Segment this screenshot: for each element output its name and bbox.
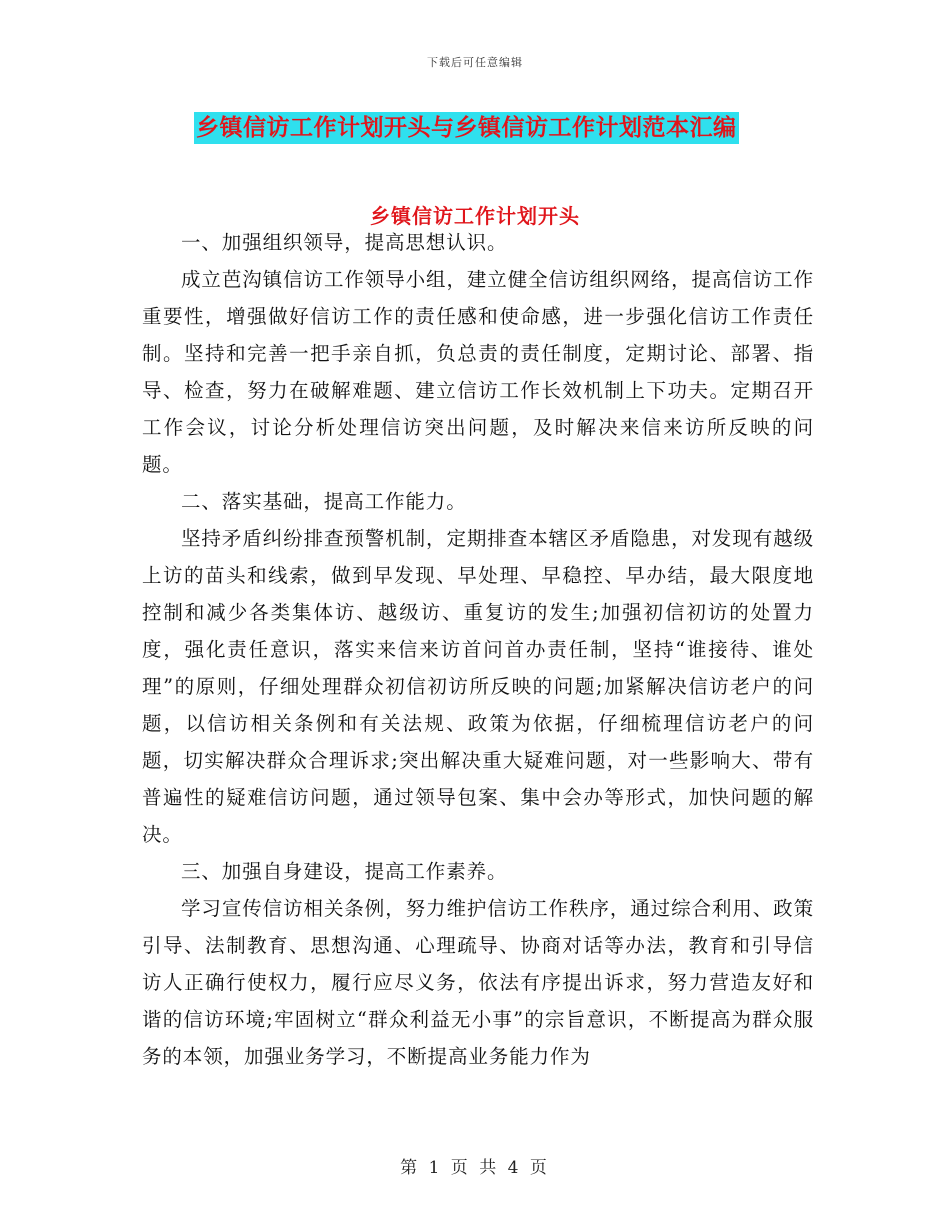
page-indicator: 第 1 页 共 4 页	[400, 1158, 550, 1178]
document-body	[142, 224, 814, 1075]
header-note: 下载后可任意编辑	[427, 56, 523, 69]
heading-paragraph-3: 三、加强自身建设，提高工作素养。	[181, 860, 508, 883]
document-title: 乡镇信访工作计划开头与乡镇信访工作计划范本汇编	[194, 112, 739, 144]
body-paragraph-1: 成立芭沟镇信访工作领导小组，建立健全信访组织网络，提高信访工作重要性，增强做好信访工作的责任感和使命感，进一步强化信访工作责任制。坚持和完善一把手亲自抓，负总责的责任制度，定期讨论、部署、指导、检查，努力在破解难题、建立信访工作长效机制上下功夫。定期召开工作会议，讨论分析处理信访突出问题，及时解决来信来访所反映的问题。	[142, 268, 814, 476]
heading-paragraph-2: 二、落实基础，提高工作能力。	[181, 490, 467, 513]
heading-paragraph-1: 一、加强组织领导，提高思想认识。	[181, 231, 508, 254]
body-paragraph-2: 坚持矛盾纠纷排查预警机制，定期排查本辖区矛盾隐患，对发现有越级上访的苗头和线索，做到早发现、早处理、早稳控、早办结，最大限度地控制和减少各类集体访、越级访、重复访的发生;加强初信初访的处置力度，强化责任意识，落实来信来访首问首办责任制，坚持“谁接待、谁处理”的原则，仔细处理群众初信初访所反映的问题;加紧解决信访老户的问题，以信访相关条例和有关法规、政策为依据，仔细梳理信访老户的问题，切实解决群众合理诉求;突出解决重大疑难问题，对一些影响大、带有普遍性的疑难信访问题，通过领导包案、集中会办等形式，加快问题的解决。	[142, 527, 814, 846]
section-title: 乡镇信访工作计划开头	[370, 204, 580, 228]
body-paragraph-3: 学习宣传信访相关条例，努力维护信访工作秩序，通过综合利用、政策引导、法制教育、思想沟通、心理疏导、协商对话等办法，教育和引导信访人正确行使权力，履行应尽义务，依法有序提出诉求，努力营造友好和谐的信访环境;牢固树立“群众利益无小事”的宗旨意识，不断提高为群众服务的本领，加强业务学习，不断提高业务能力作为	[142, 897, 814, 1068]
